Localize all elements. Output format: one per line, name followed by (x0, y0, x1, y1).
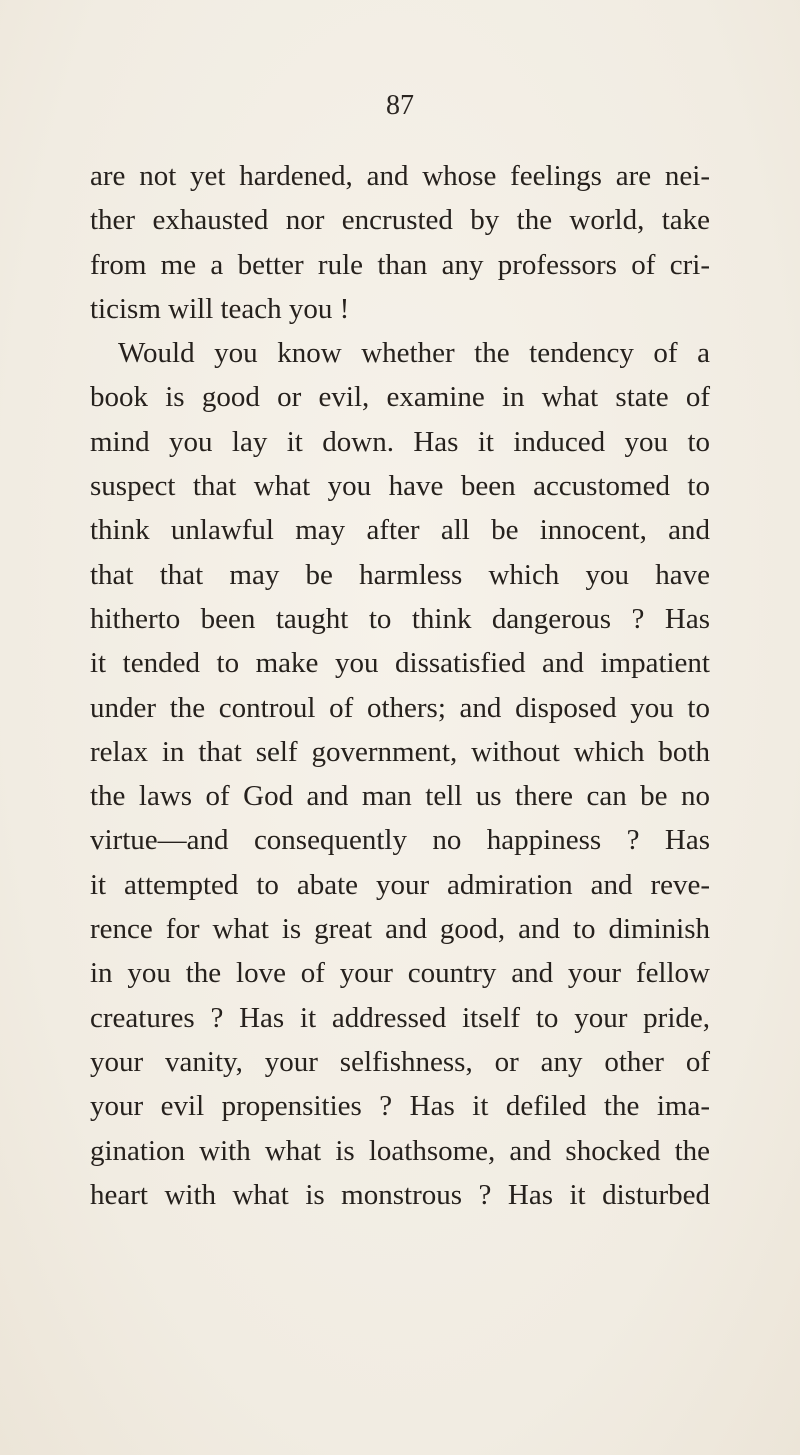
text-line: virtue—and consequently no happiness ? Has (90, 824, 710, 857)
text-line: from me a better rule than any professors of cri- (90, 248, 710, 281)
text-line: suspect that what you have been accustomed to (90, 470, 710, 503)
text-line: Would you know whether the tendency of a (118, 337, 710, 370)
text-line: hitherto been taught to think dangerous ? Has (90, 602, 710, 635)
text-line: that that may be harmless which you have (90, 558, 710, 591)
text-line: are not yet hardened, and whose feelings are nei- (90, 160, 710, 192)
text-line: ther exhausted nor encrusted by the world, take (90, 204, 710, 237)
text-line: rence for what is great and good, and to diminish (90, 913, 710, 946)
text-line: under the controul of others; and disposed you to (90, 691, 710, 724)
text-line: the laws of God and man tell us there can be no (90, 780, 710, 813)
text-line: relax in that self government, without which both (90, 735, 710, 768)
text-line: heart with what is monstrous ? Has it disturbed (90, 1178, 710, 1211)
body-text (90, 154, 710, 1217)
text-line: gination with what is loathsome, and shocked the (90, 1134, 710, 1167)
text-line: it attempted to abate your admiration and reve- (90, 868, 710, 901)
text-line: mind you lay it down. Has it induced you to (90, 425, 710, 458)
text-line: in you the love of your country and your fellow (90, 957, 710, 990)
text-line: creatures ? Has it addressed itself to your pride, (90, 1001, 710, 1034)
text-line: it tended to make you dissatisfied and impatient (90, 647, 710, 680)
text-line: your evil propensities ? Has it defiled the ima- (90, 1090, 710, 1123)
page-number: 87 (386, 90, 414, 121)
text-line: book is good or evil, examine in what state of (90, 381, 710, 414)
text-line: ticism will teach you ! (90, 292, 350, 325)
text-line: think unlawful may after all be innocent, and (90, 514, 710, 547)
text-line: your vanity, your selfishness, or any other of (90, 1045, 710, 1078)
